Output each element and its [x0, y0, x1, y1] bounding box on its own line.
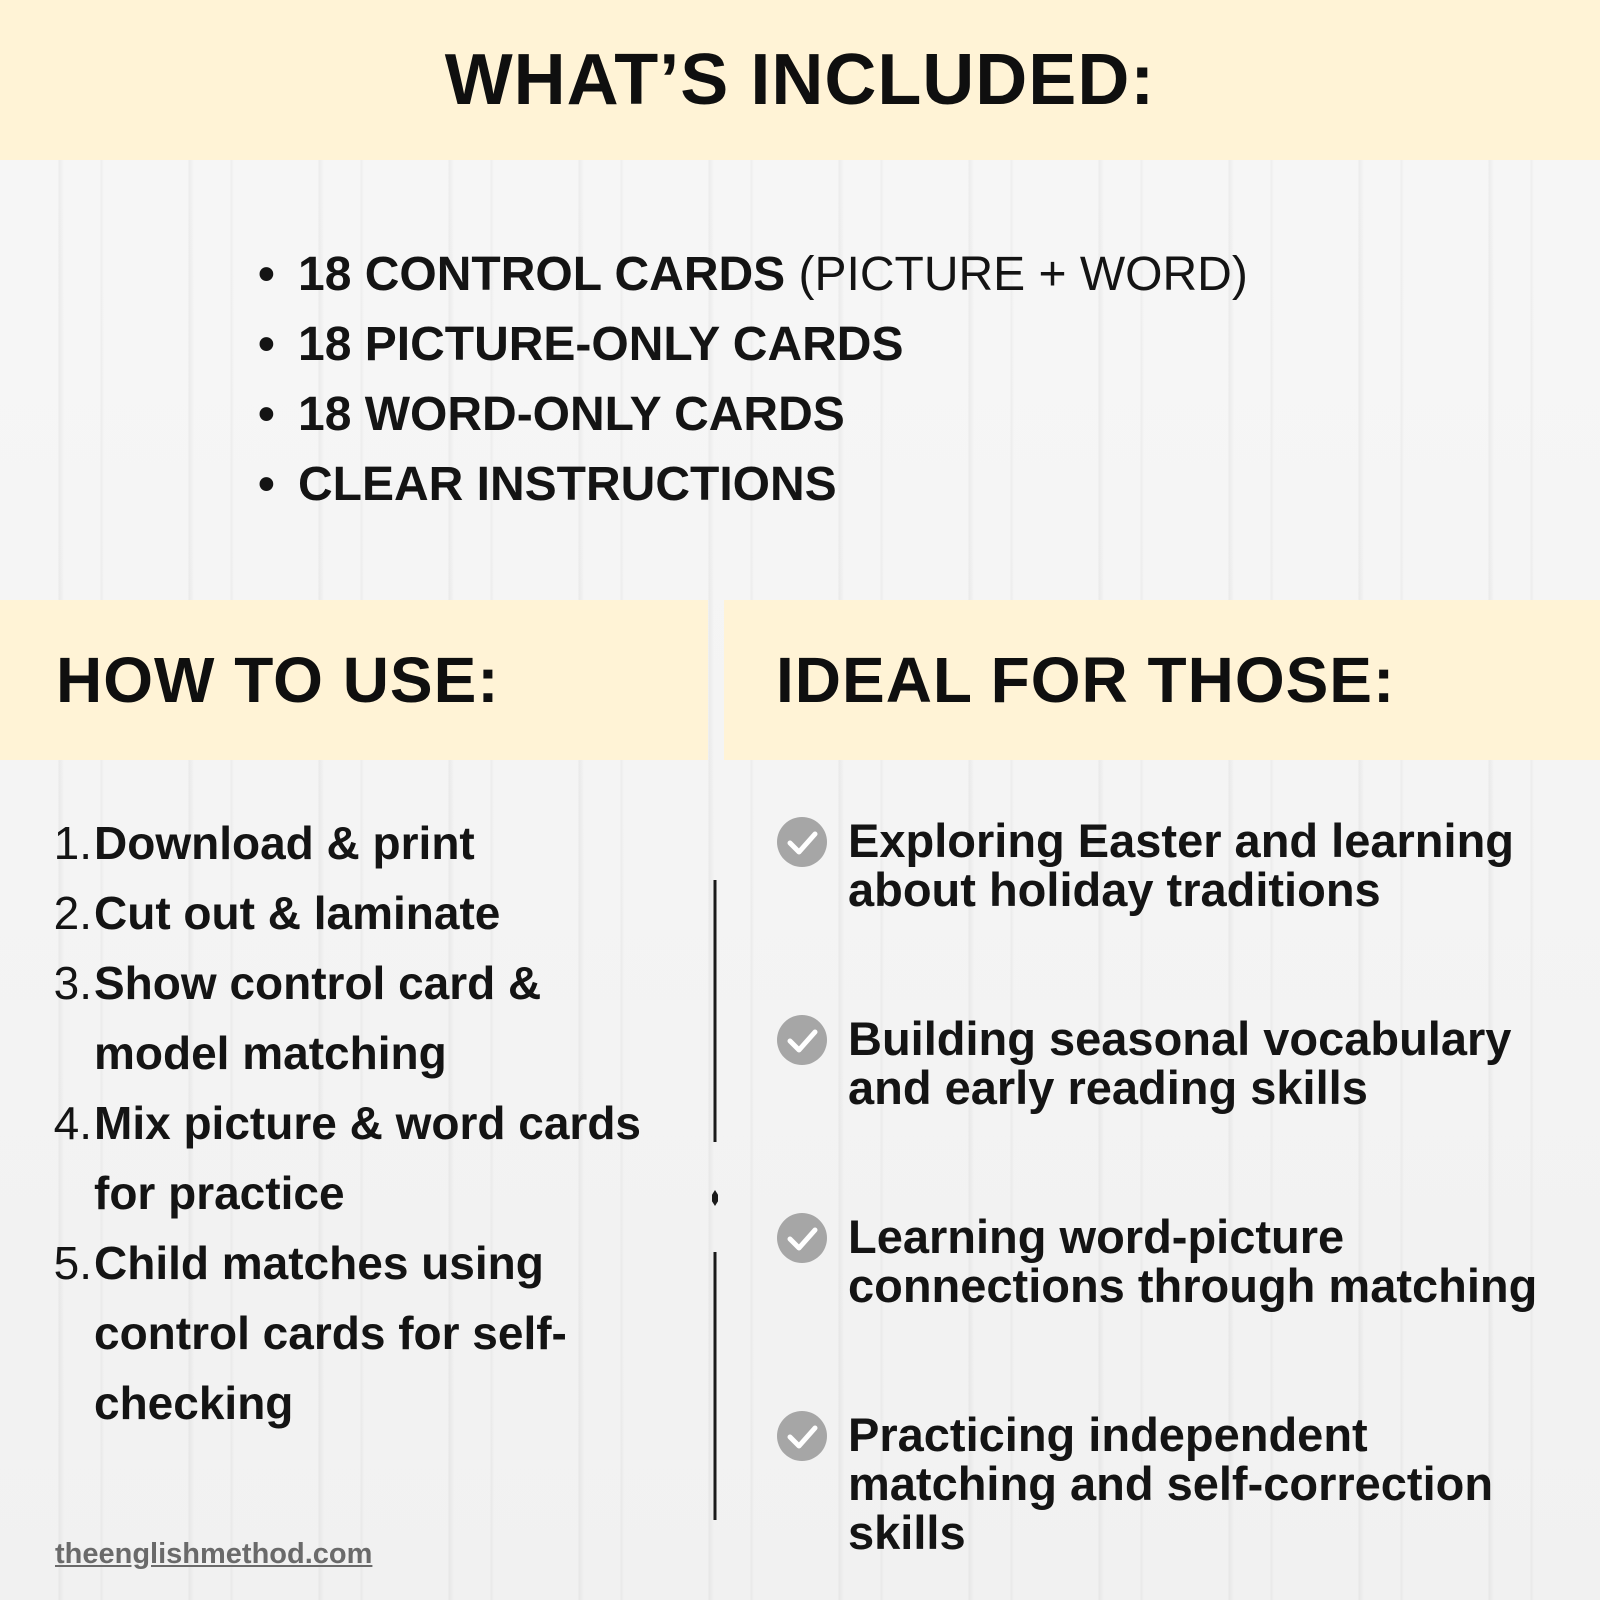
ideal-item-text: Building seasonal vocabulary and early reading skills: [848, 1012, 1512, 1114]
ideal-for-header: [724, 600, 1600, 760]
step-item: [40, 948, 680, 1088]
included-item: [258, 310, 1248, 380]
how-to-use-header: [0, 600, 708, 760]
included-item-bold: 18 PICTURE-ONLY CARDS: [298, 318, 904, 371]
step-number: 4.: [53, 1097, 92, 1149]
step-item: [40, 808, 680, 878]
step-number: 5.: [53, 1237, 92, 1289]
included-item-bold: 18 CONTROL CARDS: [298, 248, 786, 301]
checkmark-circle-icon: [776, 1410, 828, 1462]
step-text: Child matches using control cards for self-checking: [94, 1237, 567, 1429]
step-text: Show control card & model matching: [94, 957, 542, 1079]
how-to-use-title: HOW TO USE:: [56, 644, 500, 716]
step-number: 1.: [53, 817, 92, 869]
included-item-bold: 18 WORD-ONLY CARDS: [298, 388, 845, 441]
ideal-item-text: Exploring Easter and learning about holiday traditions: [848, 814, 1514, 916]
bullet: •: [258, 318, 275, 371]
vertical-divider: [712, 880, 718, 1520]
how-to-use-steps: [40, 808, 680, 1438]
included-item-bold: CLEAR INSTRUCTIONS: [298, 458, 837, 511]
whats-included-title: WHAT’S INCLUDED:: [444, 40, 1156, 120]
step-item: [40, 878, 680, 948]
ideal-item: [776, 1014, 1586, 1112]
checkmark-circle-icon: [776, 1212, 828, 1264]
ideal-item: [776, 1410, 1586, 1557]
included-item: [258, 450, 1248, 520]
included-item: [258, 240, 1248, 310]
ideal-item: [776, 1212, 1586, 1310]
checkmark-circle-icon: [776, 1014, 828, 1066]
checkmark-circle-icon: [776, 816, 828, 868]
ideal-item: [776, 816, 1586, 914]
step-text: Mix picture & word cards for practice: [94, 1097, 642, 1219]
ideal-item-text: Learning word-picture connections through matching: [848, 1210, 1538, 1312]
step-text: Download & print: [94, 817, 475, 869]
website-link[interactable]: theenglishmethod.com: [55, 1538, 373, 1570]
bullet: •: [258, 458, 275, 511]
ideal-for-title: IDEAL FOR THOSE:: [776, 644, 1396, 716]
whats-included-header: [0, 0, 1600, 160]
included-item: [258, 380, 1248, 450]
included-item-note: (PICTURE + WORD): [785, 248, 1248, 301]
step-text: Cut out & laminate: [94, 887, 501, 939]
step-item: [40, 1228, 680, 1438]
included-list: [258, 240, 1248, 520]
bullet: •: [258, 388, 275, 441]
step-item: [40, 1088, 680, 1228]
step-number: 2.: [53, 887, 92, 939]
bullet: •: [258, 248, 275, 301]
ideal-item-text: Practicing independent matching and self-correction skills: [848, 1408, 1494, 1559]
step-number: 3.: [53, 957, 92, 1009]
